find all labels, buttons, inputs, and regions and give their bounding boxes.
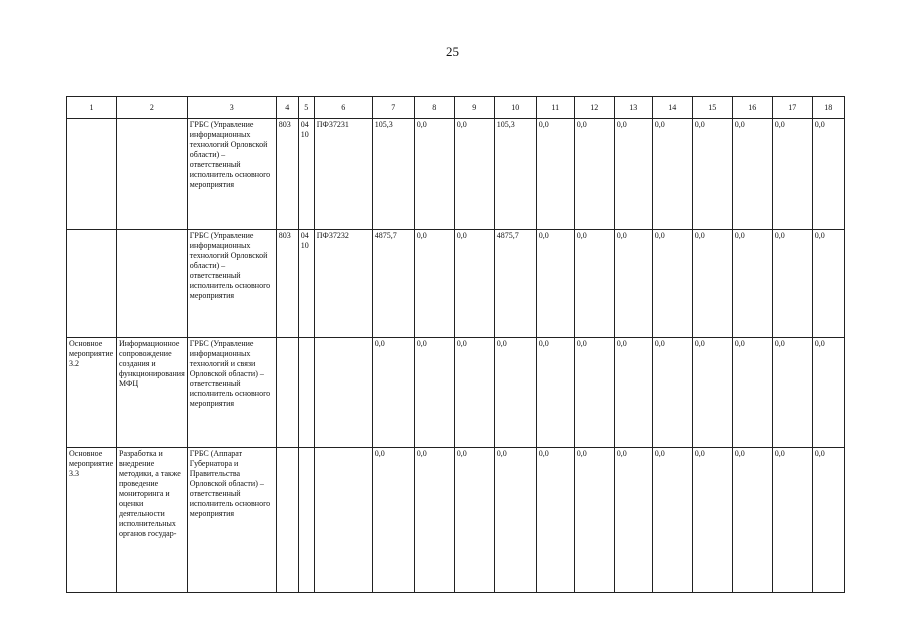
- table-cell: [298, 338, 314, 448]
- table-cell: 0,0: [454, 230, 494, 338]
- table-cell: 105,3: [494, 119, 536, 230]
- table-cell: [298, 448, 314, 593]
- table-cell: 0,0: [614, 230, 652, 338]
- table-header-row: [67, 97, 845, 119]
- col-header: 8: [414, 97, 454, 119]
- col-header: 16: [732, 97, 772, 119]
- table-cell: ГРБС (Управление информационных технологий и связи Орловской области) – ответственный исполнитель основного мероприятия: [187, 338, 276, 448]
- table-cell: [276, 338, 298, 448]
- table-cell: 0,0: [692, 338, 732, 448]
- table-cell: 04 10: [298, 119, 314, 230]
- table-cell: 105,3: [372, 119, 414, 230]
- col-header: 9: [454, 97, 494, 119]
- table-cell: [276, 448, 298, 593]
- table-cell: [117, 119, 188, 230]
- table-cell: ПФ37232: [314, 230, 372, 338]
- table-cell: 0,0: [772, 338, 812, 448]
- table-cell: Информационное сопровождение создания и функционирования МФЦ: [117, 338, 188, 448]
- table-cell: 0,0: [574, 338, 614, 448]
- table-cell: [314, 448, 372, 593]
- table-row: [67, 338, 845, 448]
- table-cell: 0,0: [812, 230, 844, 338]
- table-cell: 0,0: [536, 119, 574, 230]
- table-cell: 4875,7: [372, 230, 414, 338]
- table-cell: 0,0: [614, 338, 652, 448]
- table-cell: 0,0: [732, 448, 772, 593]
- table-cell: 803: [276, 230, 298, 338]
- table-cell: 0,0: [454, 448, 494, 593]
- table-cell: 0,0: [494, 338, 536, 448]
- table-cell: 0,0: [812, 119, 844, 230]
- col-header: 13: [614, 97, 652, 119]
- table-cell: 0,0: [772, 230, 812, 338]
- table-cell: 0,0: [536, 338, 574, 448]
- col-header: 5: [298, 97, 314, 119]
- table-cell: 0,0: [772, 119, 812, 230]
- table-cell: 0,0: [372, 448, 414, 593]
- table-cell: Основное мероприятие 3.3: [67, 448, 117, 593]
- col-header: 17: [772, 97, 812, 119]
- table-cell: 0,0: [414, 230, 454, 338]
- table-cell: 04 10: [298, 230, 314, 338]
- table-cell: 0,0: [732, 338, 772, 448]
- table-cell: ГРБС (Управление информационных технологий Орловской области) – ответственный исполнитель основного мероприятия: [187, 230, 276, 338]
- table-cell: 0,0: [614, 448, 652, 593]
- col-header: 12: [574, 97, 614, 119]
- table-cell: 0,0: [414, 338, 454, 448]
- table-cell: 0,0: [692, 119, 732, 230]
- col-header: 18: [812, 97, 844, 119]
- budget-table: [66, 96, 845, 593]
- table-cell: 0,0: [692, 448, 732, 593]
- table-cell: 0,0: [652, 338, 692, 448]
- col-header: 4: [276, 97, 298, 119]
- table-cell: [117, 230, 188, 338]
- col-header: 7: [372, 97, 414, 119]
- table-cell: ГРБС (Управление информационных технологий Орловской области) – ответственный исполнитель основного мероприятия: [187, 119, 276, 230]
- table-cell: 0,0: [574, 230, 614, 338]
- table-cell: 0,0: [574, 448, 614, 593]
- table-row: [67, 230, 845, 338]
- table-cell: 0,0: [414, 119, 454, 230]
- table-cell: [314, 338, 372, 448]
- table-cell: 0,0: [494, 448, 536, 593]
- table-cell: 0,0: [652, 230, 692, 338]
- table-cell: 0,0: [692, 230, 732, 338]
- table-row: [67, 119, 845, 230]
- col-header: 15: [692, 97, 732, 119]
- table-cell: 803: [276, 119, 298, 230]
- table-cell: 0,0: [732, 230, 772, 338]
- table-cell: Разработка и внедрение методики, а также проведение мониторинга и оценки деятельности исполнительных органов государ-: [117, 448, 188, 593]
- table-cell: 0,0: [536, 230, 574, 338]
- col-header: 11: [536, 97, 574, 119]
- col-header: 10: [494, 97, 536, 119]
- col-header: 1: [67, 97, 117, 119]
- table-cell: 0,0: [812, 448, 844, 593]
- table-cell: 0,0: [372, 338, 414, 448]
- table-row: [67, 448, 845, 593]
- table-cell: 0,0: [652, 448, 692, 593]
- table-cell: Основное мероприятие 3.2: [67, 338, 117, 448]
- col-header: 3: [187, 97, 276, 119]
- table-cell: ПФ37231: [314, 119, 372, 230]
- col-header: 14: [652, 97, 692, 119]
- col-header: 2: [117, 97, 188, 119]
- table-cell: 0,0: [772, 448, 812, 593]
- table-cell: ГРБС (Аппарат Губернатора и Правительства Орловской области) – ответственный исполнитель основного мероприятия: [187, 448, 276, 593]
- table-cell: 0,0: [454, 338, 494, 448]
- table-cell: 0,0: [652, 119, 692, 230]
- table-cell: 0,0: [732, 119, 772, 230]
- table-cell: 0,0: [614, 119, 652, 230]
- table-cell: [67, 119, 117, 230]
- table-cell: 0,0: [414, 448, 454, 593]
- col-header: 6: [314, 97, 372, 119]
- table-cell: 0,0: [812, 338, 844, 448]
- table-cell: 0,0: [536, 448, 574, 593]
- table-cell: 4875,7: [494, 230, 536, 338]
- table-cell: 0,0: [454, 119, 494, 230]
- table-cell: [67, 230, 117, 338]
- page-number: 25: [446, 44, 459, 59]
- table-cell: 0,0: [574, 119, 614, 230]
